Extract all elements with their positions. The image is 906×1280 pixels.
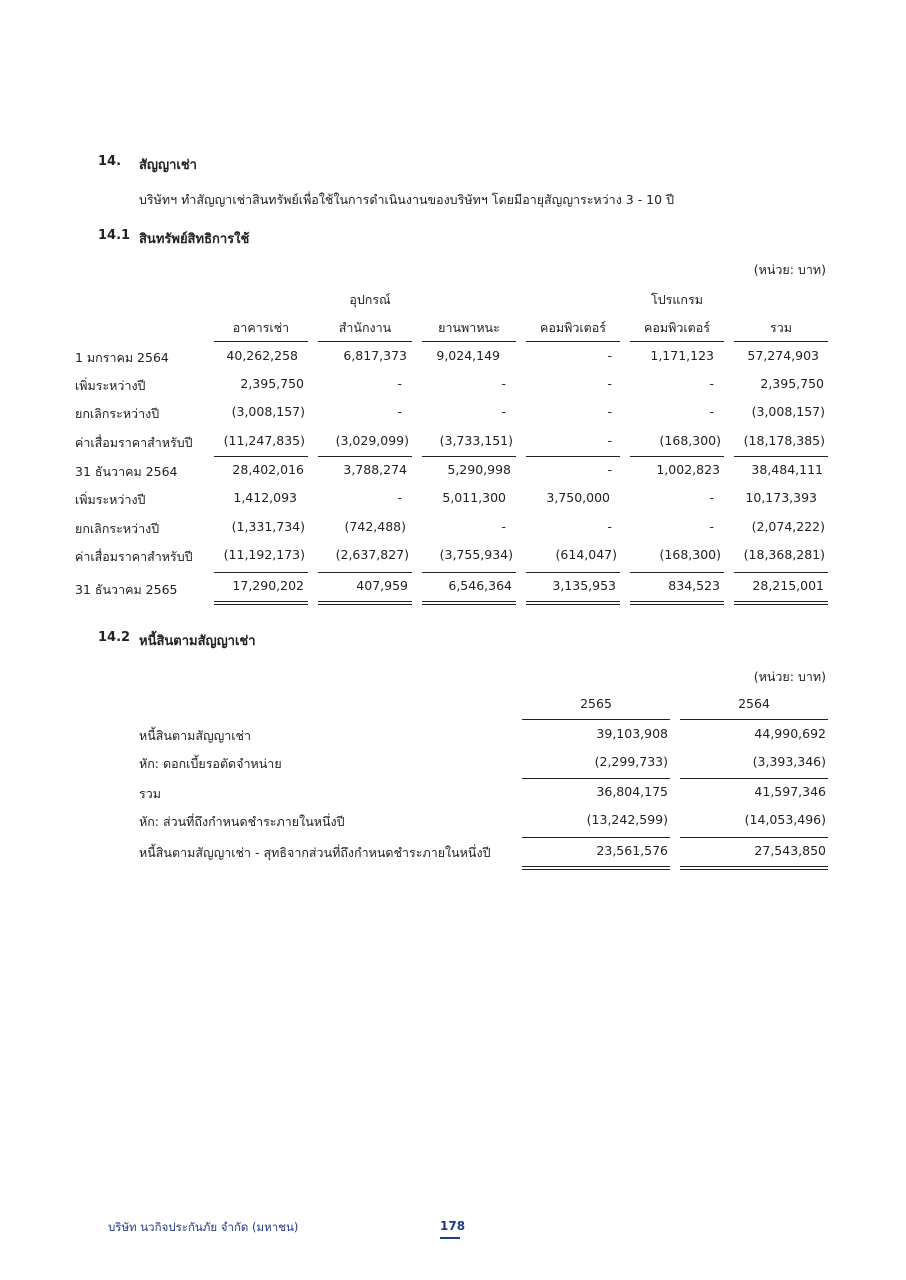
row-value: (3,733,151) <box>439 433 513 448</box>
unit-label: (หน่วย: บาท) <box>753 669 826 684</box>
row-value: (2,637,827) <box>335 547 409 562</box>
row-value: 3,788,274 <box>343 462 407 477</box>
row-label: รวม <box>139 786 161 801</box>
grand-total-double-rule <box>214 601 308 605</box>
row-value: (11,247,835) <box>223 433 305 448</box>
row-value: - <box>397 404 402 419</box>
row-value: 2,395,750 <box>240 376 304 391</box>
row-label: หนี้สินตามสัญญาเช่า - สุทธิจากส่วนที่ถึงกำหนดชำระภายในหนึ่งปี <box>139 845 491 860</box>
row-label: หัก: ส่วนที่ถึงกำหนดชำระภายในหนึ่งปี <box>139 814 345 829</box>
row-value: 38,484,111 <box>751 462 823 477</box>
row-value: (11,192,173) <box>223 547 305 562</box>
grand-total-double-rule <box>734 601 828 605</box>
section-14-body: บริษัทฯ ทำสัญญาเช่าสินทรัพย์เพื่อใช้ในการดำเนินงานของบริษัทฯ โดยมีอายุสัญญาระหว่าง 3 - 10 ปี <box>139 192 674 207</box>
row-value: 28,402,016 <box>232 462 304 477</box>
section-14-title: สัญญาเช่า <box>139 158 197 173</box>
col-header-line2: ยานพาหนะ <box>438 320 500 335</box>
row-label: หนี้สินตามสัญญาเช่า <box>139 728 252 743</box>
header-rule <box>734 341 828 342</box>
footer-page-number: 178 <box>440 1219 466 1233</box>
col-header-year: 2565 <box>580 696 612 711</box>
row-value: 17,290,202 <box>232 578 304 593</box>
row-value: - <box>501 404 506 419</box>
row-value: 23,561,576 <box>596 843 668 858</box>
total-rule <box>422 572 516 573</box>
row-value: (168,300) <box>659 547 721 562</box>
row-value: 57,274,903 <box>747 348 819 363</box>
header-rule <box>214 341 308 342</box>
header-rule <box>526 341 620 342</box>
grand-total-double-rule <box>422 601 516 605</box>
subtotal-rule <box>630 456 724 457</box>
row-value: - <box>709 490 714 505</box>
row-value: 39,103,908 <box>596 726 668 741</box>
row-label: 1 มกราคม 2564 <box>75 350 169 365</box>
row-value: 28,215,001 <box>752 578 824 593</box>
row-value: 3,750,000 <box>546 490 610 505</box>
row-label: ยกเลิกระหว่างปี <box>75 406 160 421</box>
header-rule <box>422 341 516 342</box>
subtotal-rule <box>214 456 308 457</box>
header-rule <box>680 719 828 720</box>
row-value: - <box>709 519 714 534</box>
total-rule <box>630 572 724 573</box>
row-value: - <box>709 376 714 391</box>
row-value: 1,412,093 <box>233 490 297 505</box>
row-value: - <box>607 433 612 448</box>
row-value: (742,488) <box>344 519 406 534</box>
subtotal-rule <box>318 456 412 457</box>
row-value: 1,002,823 <box>656 462 720 477</box>
footer-page-underline <box>440 1237 460 1239</box>
row-value: 41,597,346 <box>754 784 826 799</box>
grand-total-double-rule <box>318 601 412 605</box>
row-value: (3,755,934) <box>439 547 513 562</box>
total-rule <box>526 572 620 573</box>
row-value: - <box>501 519 506 534</box>
row-value: 9,024,149 <box>436 348 500 363</box>
row-value: (18,368,281) <box>743 547 825 562</box>
row-value: (168,300) <box>659 433 721 448</box>
row-value: (3,393,346) <box>752 754 826 769</box>
row-value: 5,011,300 <box>442 490 506 505</box>
header-rule <box>630 341 724 342</box>
row-value: 407,959 <box>356 578 408 593</box>
row-value: 40,262,258 <box>226 348 298 363</box>
row-value: (13,242,599) <box>586 812 668 827</box>
row-value: - <box>397 490 402 505</box>
col-header-line1: อุปกรณ์ <box>349 292 391 307</box>
total-rule <box>318 572 412 573</box>
row-value: (2,074,222) <box>751 519 825 534</box>
row-value: 27,543,850 <box>754 843 826 858</box>
footer-company-name: บริษัท นวกิจประกันภัย จำกัด (มหาชน) <box>108 1220 299 1234</box>
row-label: ยกเลิกระหว่างปี <box>75 521 160 536</box>
section-14-1-number: 14.1 <box>98 228 131 243</box>
row-value: (2,299,733) <box>594 754 668 769</box>
total-rule <box>522 837 670 838</box>
row-value: 2,395,750 <box>760 376 824 391</box>
grand-total-double-rule <box>630 601 724 605</box>
row-value: 1,171,123 <box>650 348 714 363</box>
row-value: (3,008,157) <box>751 404 825 419</box>
total-rule <box>734 572 828 573</box>
row-label: เพิ่มระหว่างปี <box>75 492 146 507</box>
row-value: - <box>607 519 612 534</box>
row-value: - <box>607 348 612 363</box>
row-value: - <box>607 376 612 391</box>
row-value: - <box>397 376 402 391</box>
row-value: (614,047) <box>555 547 617 562</box>
row-value: (3,029,099) <box>335 433 409 448</box>
section-14-2-title: หนี้สินตามสัญญาเช่า <box>139 634 256 649</box>
col-header-line2: คอมพิวเตอร์ <box>644 320 710 335</box>
header-rule <box>522 719 670 720</box>
header-rule <box>318 341 412 342</box>
row-value: - <box>607 404 612 419</box>
row-value: 834,523 <box>668 578 720 593</box>
row-value: (3,008,157) <box>231 404 305 419</box>
row-value: (18,178,385) <box>743 433 825 448</box>
subtotal-rule <box>680 778 828 779</box>
row-value: - <box>607 462 612 477</box>
col-header-line2: คอมพิวเตอร์ <box>540 320 606 335</box>
section-14-number: 14. <box>98 154 122 169</box>
row-label: 31 ธันวาคม 2565 <box>75 582 178 597</box>
row-label: ค่าเสื่อมราคาสำหรับปี <box>75 435 193 450</box>
subtotal-rule <box>522 778 670 779</box>
grand-total-double-rule <box>526 601 620 605</box>
row-value: 3,135,953 <box>552 578 616 593</box>
row-value: (1,331,734) <box>231 519 305 534</box>
row-label: หัก: ดอกเบี้ยรอตัดจำหน่าย <box>139 756 282 771</box>
col-header-year: 2564 <box>738 696 770 711</box>
subtotal-rule <box>422 456 516 457</box>
row-value: 36,804,175 <box>596 784 668 799</box>
col-header-line2: รวม <box>770 320 792 335</box>
row-value: 6,546,364 <box>448 578 512 593</box>
total-rule <box>680 837 828 838</box>
subtotal-rule <box>526 456 620 457</box>
row-value: (14,053,496) <box>744 812 826 827</box>
row-label: ค่าเสื่อมราคาสำหรับปี <box>75 549 193 564</box>
section-14-1-title: สินทรัพย์สิทธิการใช้ <box>139 232 250 247</box>
row-value: 6,817,373 <box>343 348 407 363</box>
subtotal-rule <box>734 456 828 457</box>
col-header-line2: อาคารเช่า <box>232 320 290 335</box>
row-label: เพิ่มระหว่างปี <box>75 378 146 393</box>
row-value: 44,990,692 <box>754 726 826 741</box>
row-value: 10,173,393 <box>745 490 817 505</box>
col-header-line1: โปรแกรม <box>651 292 703 307</box>
total-rule <box>214 572 308 573</box>
row-label: 31 ธันวาคม 2564 <box>75 464 178 479</box>
grand-total-double-rule <box>680 866 828 870</box>
section-14-2-number: 14.2 <box>98 630 131 645</box>
col-header-line2: สำนักงาน <box>338 320 392 335</box>
unit-label: (หน่วย: บาท) <box>753 262 826 277</box>
grand-total-double-rule <box>522 866 670 870</box>
row-value: - <box>709 404 714 419</box>
row-value: 5,290,998 <box>447 462 511 477</box>
row-value: - <box>501 376 506 391</box>
